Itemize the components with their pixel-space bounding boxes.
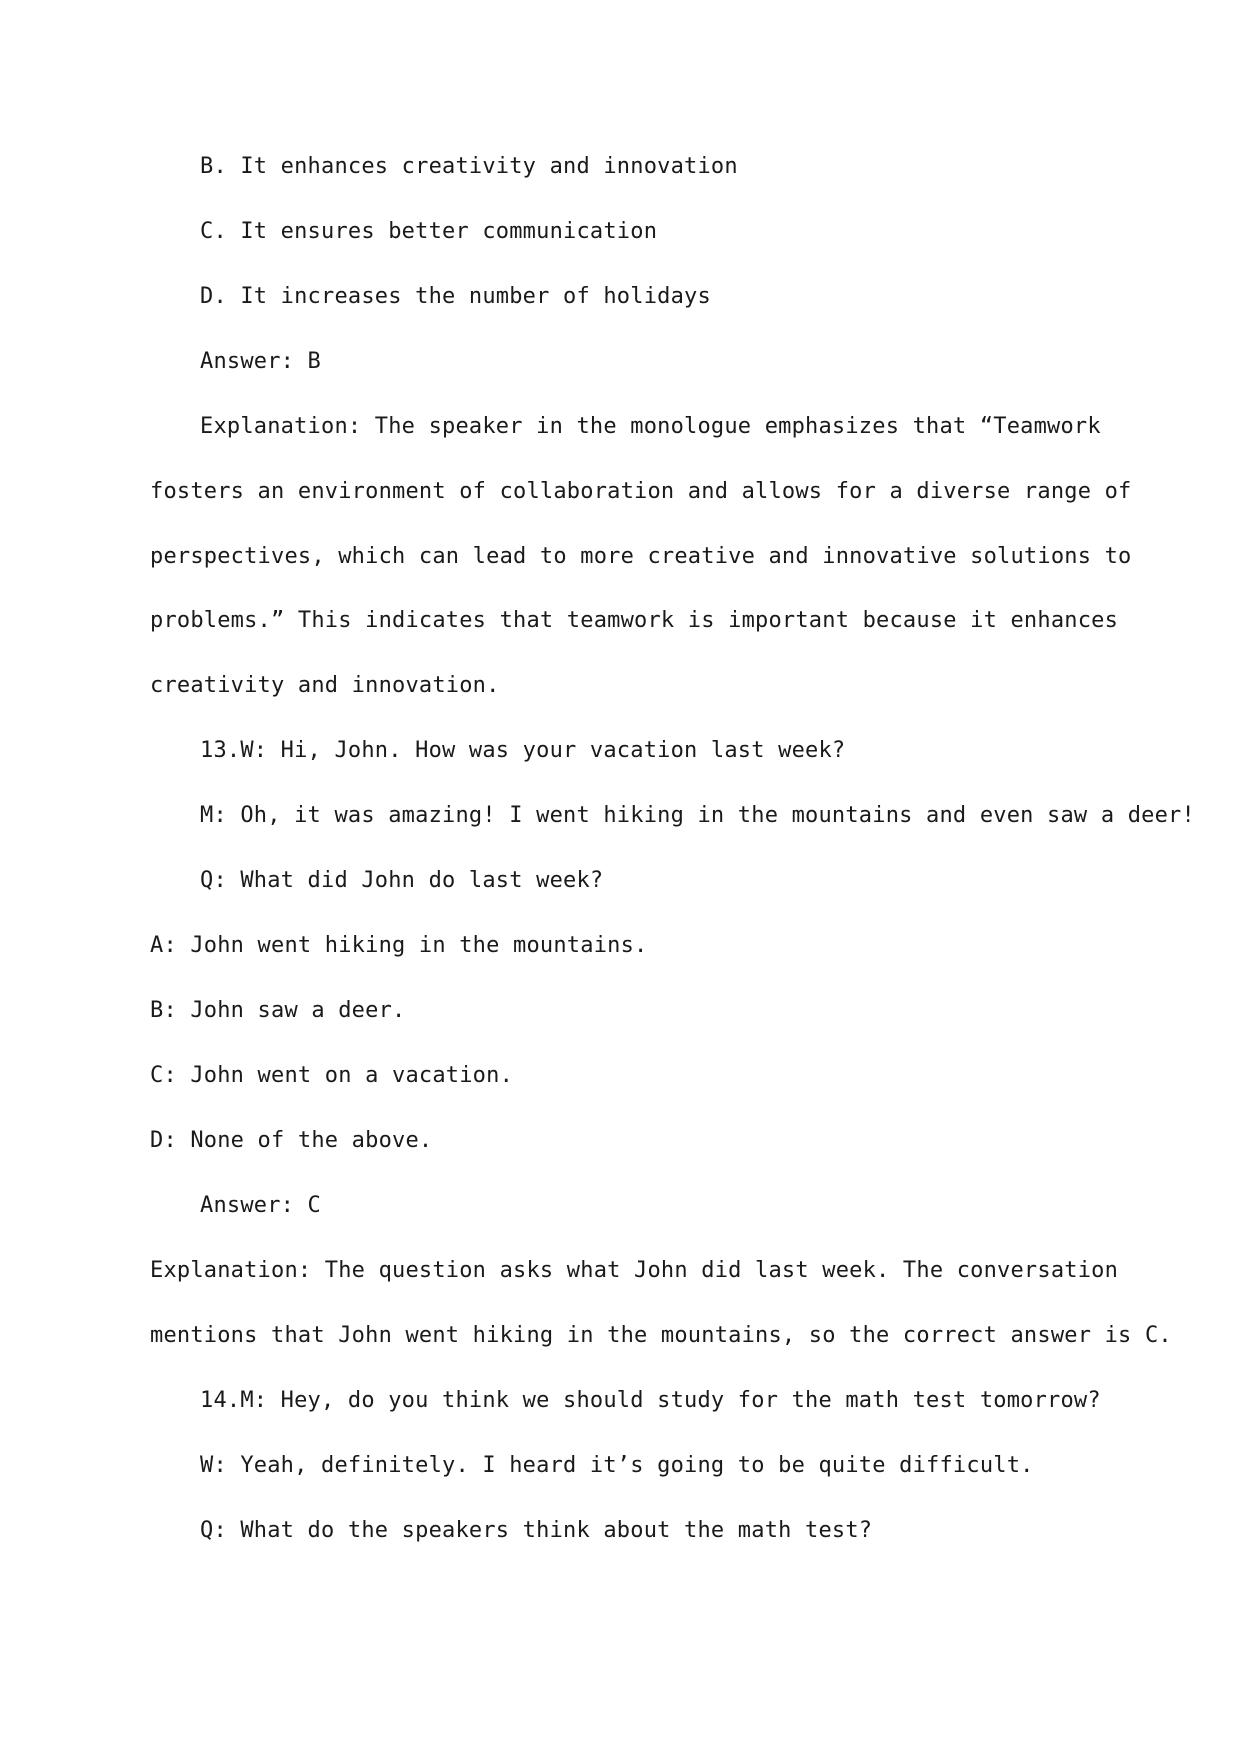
q12-explanation-line: problems.” This indicates that teamwork is important because it enhances xyxy=(150,608,1119,633)
q13-option-a: A: John went hiking in the mountains. xyxy=(150,933,648,958)
q12-option-d: D. It increases the number of holidays xyxy=(200,284,711,309)
q13-man-line: M: Oh, it was amazing! I went hiking in the mountains and even saw a deer! xyxy=(200,803,1195,828)
q12-explanation-line: creativity and innovation. xyxy=(150,673,500,698)
q12-answer: Answer: B xyxy=(200,349,322,374)
q12-explanation-line: Explanation: The speaker in the monologue emphasizes that “Teamwork xyxy=(200,414,1101,439)
q13-explanation-line: Explanation: The question asks what John did last week. The conversation xyxy=(150,1258,1119,1283)
q13-explanation-line: mentions that John went hiking in the mountains, so the correct answer is C. xyxy=(150,1323,1172,1348)
q13-option-b: B: John saw a deer. xyxy=(150,998,406,1023)
q12-explanation-line: fosters an environment of collaboration and allows for a diverse range of xyxy=(150,479,1132,504)
q13-answer: Answer: C xyxy=(200,1193,322,1218)
q12-option-b: B. It enhances creativity and innovation xyxy=(200,154,738,179)
q13-question: Q: What did John do last week? xyxy=(200,868,604,893)
q12-option-c: C. It ensures better communication xyxy=(200,219,658,244)
q13-option-c: C: John went on a vacation. xyxy=(150,1063,514,1088)
q13-woman-line: 13.W: Hi, John. How was your vacation last week? xyxy=(200,738,846,763)
q14-question: Q: What do the speakers think about the math test? xyxy=(200,1518,873,1543)
q14-woman-line: W: Yeah, definitely. I heard it’s going to be quite difficult. xyxy=(200,1453,1034,1478)
q12-explanation-line: perspectives, which can lead to more creative and innovative solutions to xyxy=(150,544,1132,569)
q14-man-line: 14.M: Hey, do you think we should study for the math test tomorrow? xyxy=(200,1388,1101,1413)
q13-option-d: D: None of the above. xyxy=(150,1128,433,1153)
